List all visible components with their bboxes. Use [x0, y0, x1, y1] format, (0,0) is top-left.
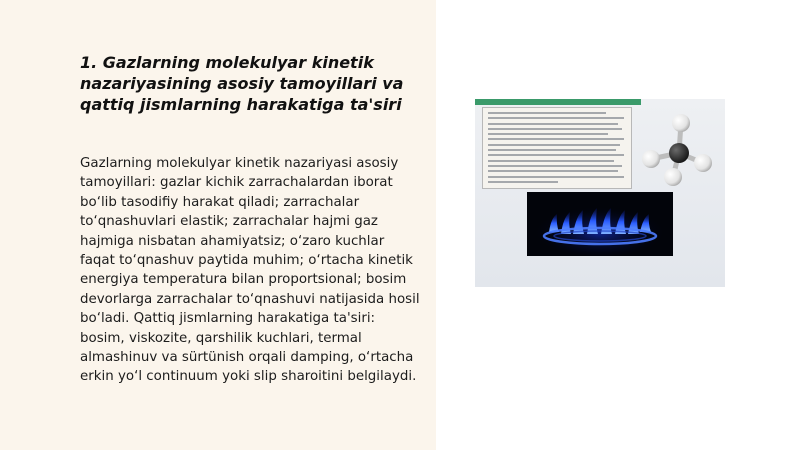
- blue-flame-ring-icon: [527, 192, 673, 256]
- methane-molecule-icon: [637, 111, 717, 189]
- methane-gas-figure: [475, 99, 725, 287]
- slide-title: 1. Gazlarning molekulyar kinetik nazariyasining asosiy tamoyillari va qattiq jismlarning harakatiga ta'siri: [80, 53, 404, 114]
- gas-burner-flame-photo: [527, 192, 673, 256]
- caption-text-box: [482, 107, 632, 189]
- slide-body-text: Gazlarning molekulyar kinetik nazariyasi asosiy tamoyillari: gazlar kichik zarrachalardan iborat bo‘lib tasodifiy harakat qiladi; zarrachalar to‘qnashuvlari elastik; zarrachalar hajmi gaz hajmiga nisbatan ahamiyatsiz; o‘zaro kuchlar faqat to‘qnashuv paytida muhim; o‘rtacha kinetik energiya temperatura bilan proportsional; bosim devorlarga zarrachalar to‘qnashuvi natijasida hosil bo‘ladi. Qattiq jismlarning harakatiga ta'siri: bosim, viskozite, qarshilik kuchlari, termal almashinuv va sürtünish orqali damping, o‘rtacha erkin yo‘l continuum yoki slip sharoitini belgilaydi.: [80, 156, 420, 385]
